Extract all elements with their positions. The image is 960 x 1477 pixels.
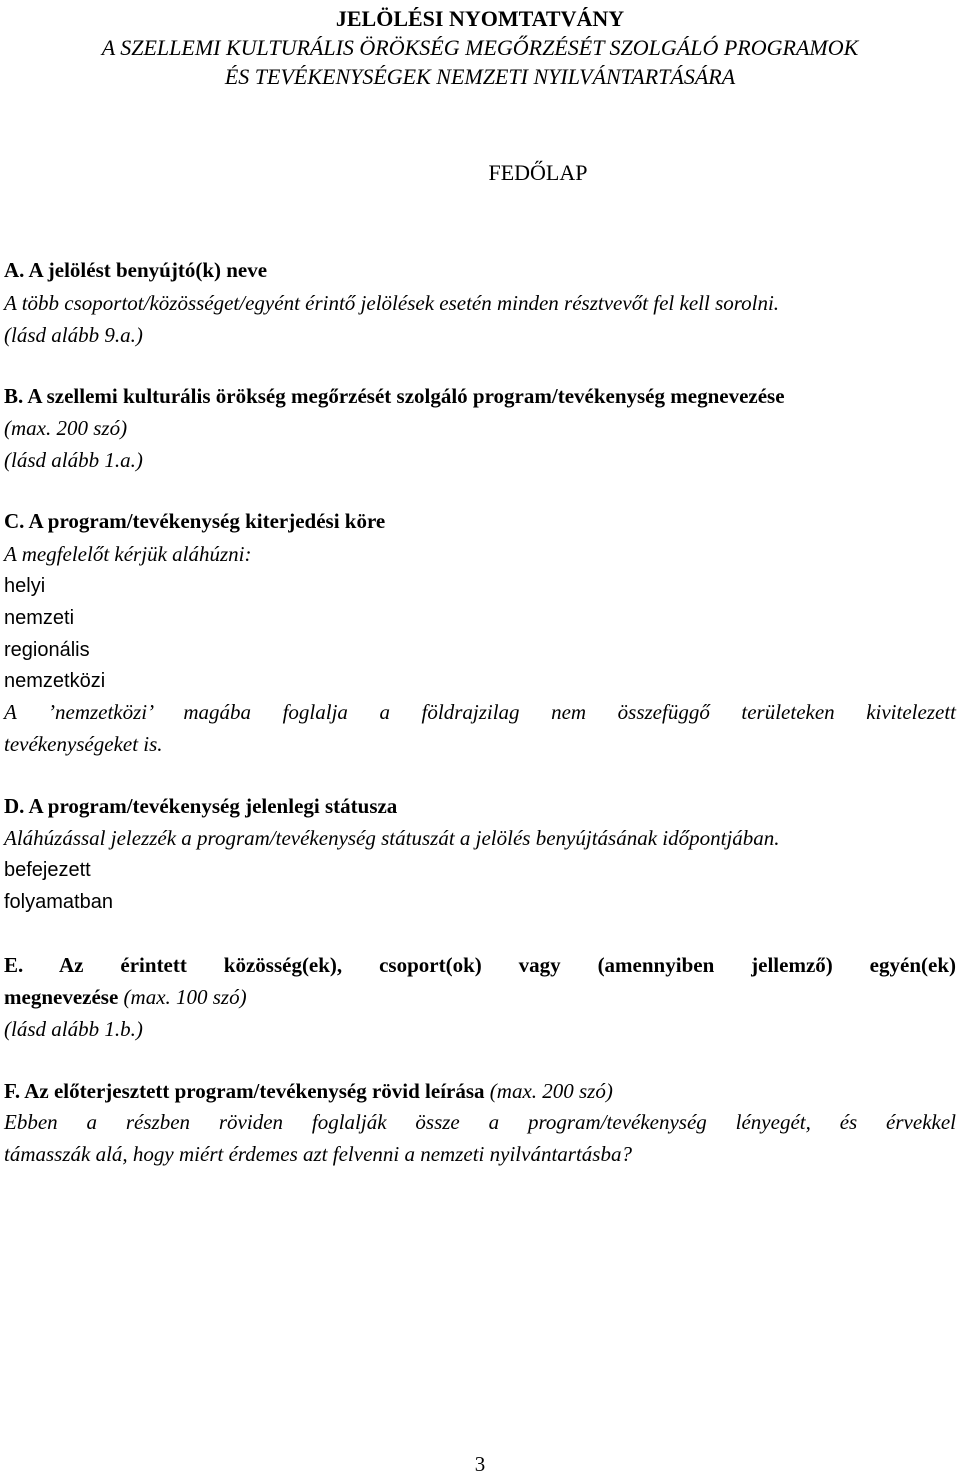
scope-option-international[interactable]: nemzetközi <box>4 670 106 692</box>
scope-option-regional[interactable]: regionális <box>4 639 90 661</box>
section-c-note-line-2: tevékenységeket is. <box>4 732 163 756</box>
section-f-note-line-1: Ebben a részben röviden foglalják össze a program/tevékenység lényegét, és érvekkel <box>4 1110 956 1134</box>
section-d-instruction: Aláhúzással jelezzék a program/tevékenység státuszát a jelölés benyújtásának időpontjában. <box>4 826 780 850</box>
section-f-heading-row <box>4 1077 956 1105</box>
section-a-ref: (lásd alább 9.a.) <box>4 323 143 347</box>
scope-option-national[interactable]: nemzeti <box>4 607 75 629</box>
section-e-heading-line-2: megnevezése <box>4 985 119 1009</box>
form-title: JELÖLÉSI NYOMTATVÁNY <box>335 6 625 31</box>
section-b-limit: (max. 200 szó) <box>4 416 128 440</box>
form-subtitle-line-2: ÉS TEVÉKENYSÉGEK NEMZETI NYILVÁNTARTÁSÁRA <box>224 64 736 89</box>
section-f-limit: (max. 200 szó) <box>489 1079 613 1103</box>
section-e-ref: (lásd alább 1.b.) <box>4 1017 143 1041</box>
status-option-in-progress[interactable]: folyamatban <box>4 891 113 913</box>
section-c-heading: C. A program/tevékenység kiterjedési köre <box>4 509 386 533</box>
section-f-heading: F. Az előterjesztett program/tevékenység rövid leírása <box>4 1079 485 1103</box>
section-c-note-line-1: A ’nemzetközi’ magába foglalja a földrajzilag nem összefüggő területeken kivitelezett <box>4 700 956 724</box>
status-option-completed[interactable]: befejezett <box>4 859 91 881</box>
section-a-note: A több csoportot/közösséget/egyént érintő jelölések esetén minden résztvevőt fel kell sorolni. <box>4 291 780 315</box>
page-number: 3 <box>474 1452 486 1476</box>
section-e-heading-line-2-row <box>4 983 956 1011</box>
scope-option-local[interactable]: helyi <box>4 575 46 597</box>
section-e-heading-line-1: E. Az érintett közösség(ek), csoport(ok) vagy (amennyiben jellemző) egyén(ek) <box>4 953 956 977</box>
section-a-heading: A. A jelölést benyújtó(k) neve <box>4 258 268 282</box>
section-b-ref: (lásd alább 1.a.) <box>4 448 143 472</box>
section-d-heading: D. A program/tevékenység jelenlegi státusza <box>4 794 398 818</box>
cover-page-label: FEDŐLAP <box>488 160 588 185</box>
section-e-limit: (max. 100 szó) <box>123 985 247 1009</box>
section-c-instruction: A megfelelőt kérjük aláhúzni: <box>4 542 252 566</box>
form-subtitle-line-1: A SZELLEMI KULTURÁLIS ÖRÖKSÉG MEGŐRZÉSÉT SZOLGÁLÓ PROGRAMOK <box>101 35 859 60</box>
section-b-heading: B. A szellemi kulturális örökség megőrzését szolgáló program/tevékenység megnevezése <box>4 384 785 408</box>
section-f-note-line-2: támasszák alá, hogy miért érdemes azt felvenni a nemzeti nyilvántartásba? <box>4 1142 632 1166</box>
